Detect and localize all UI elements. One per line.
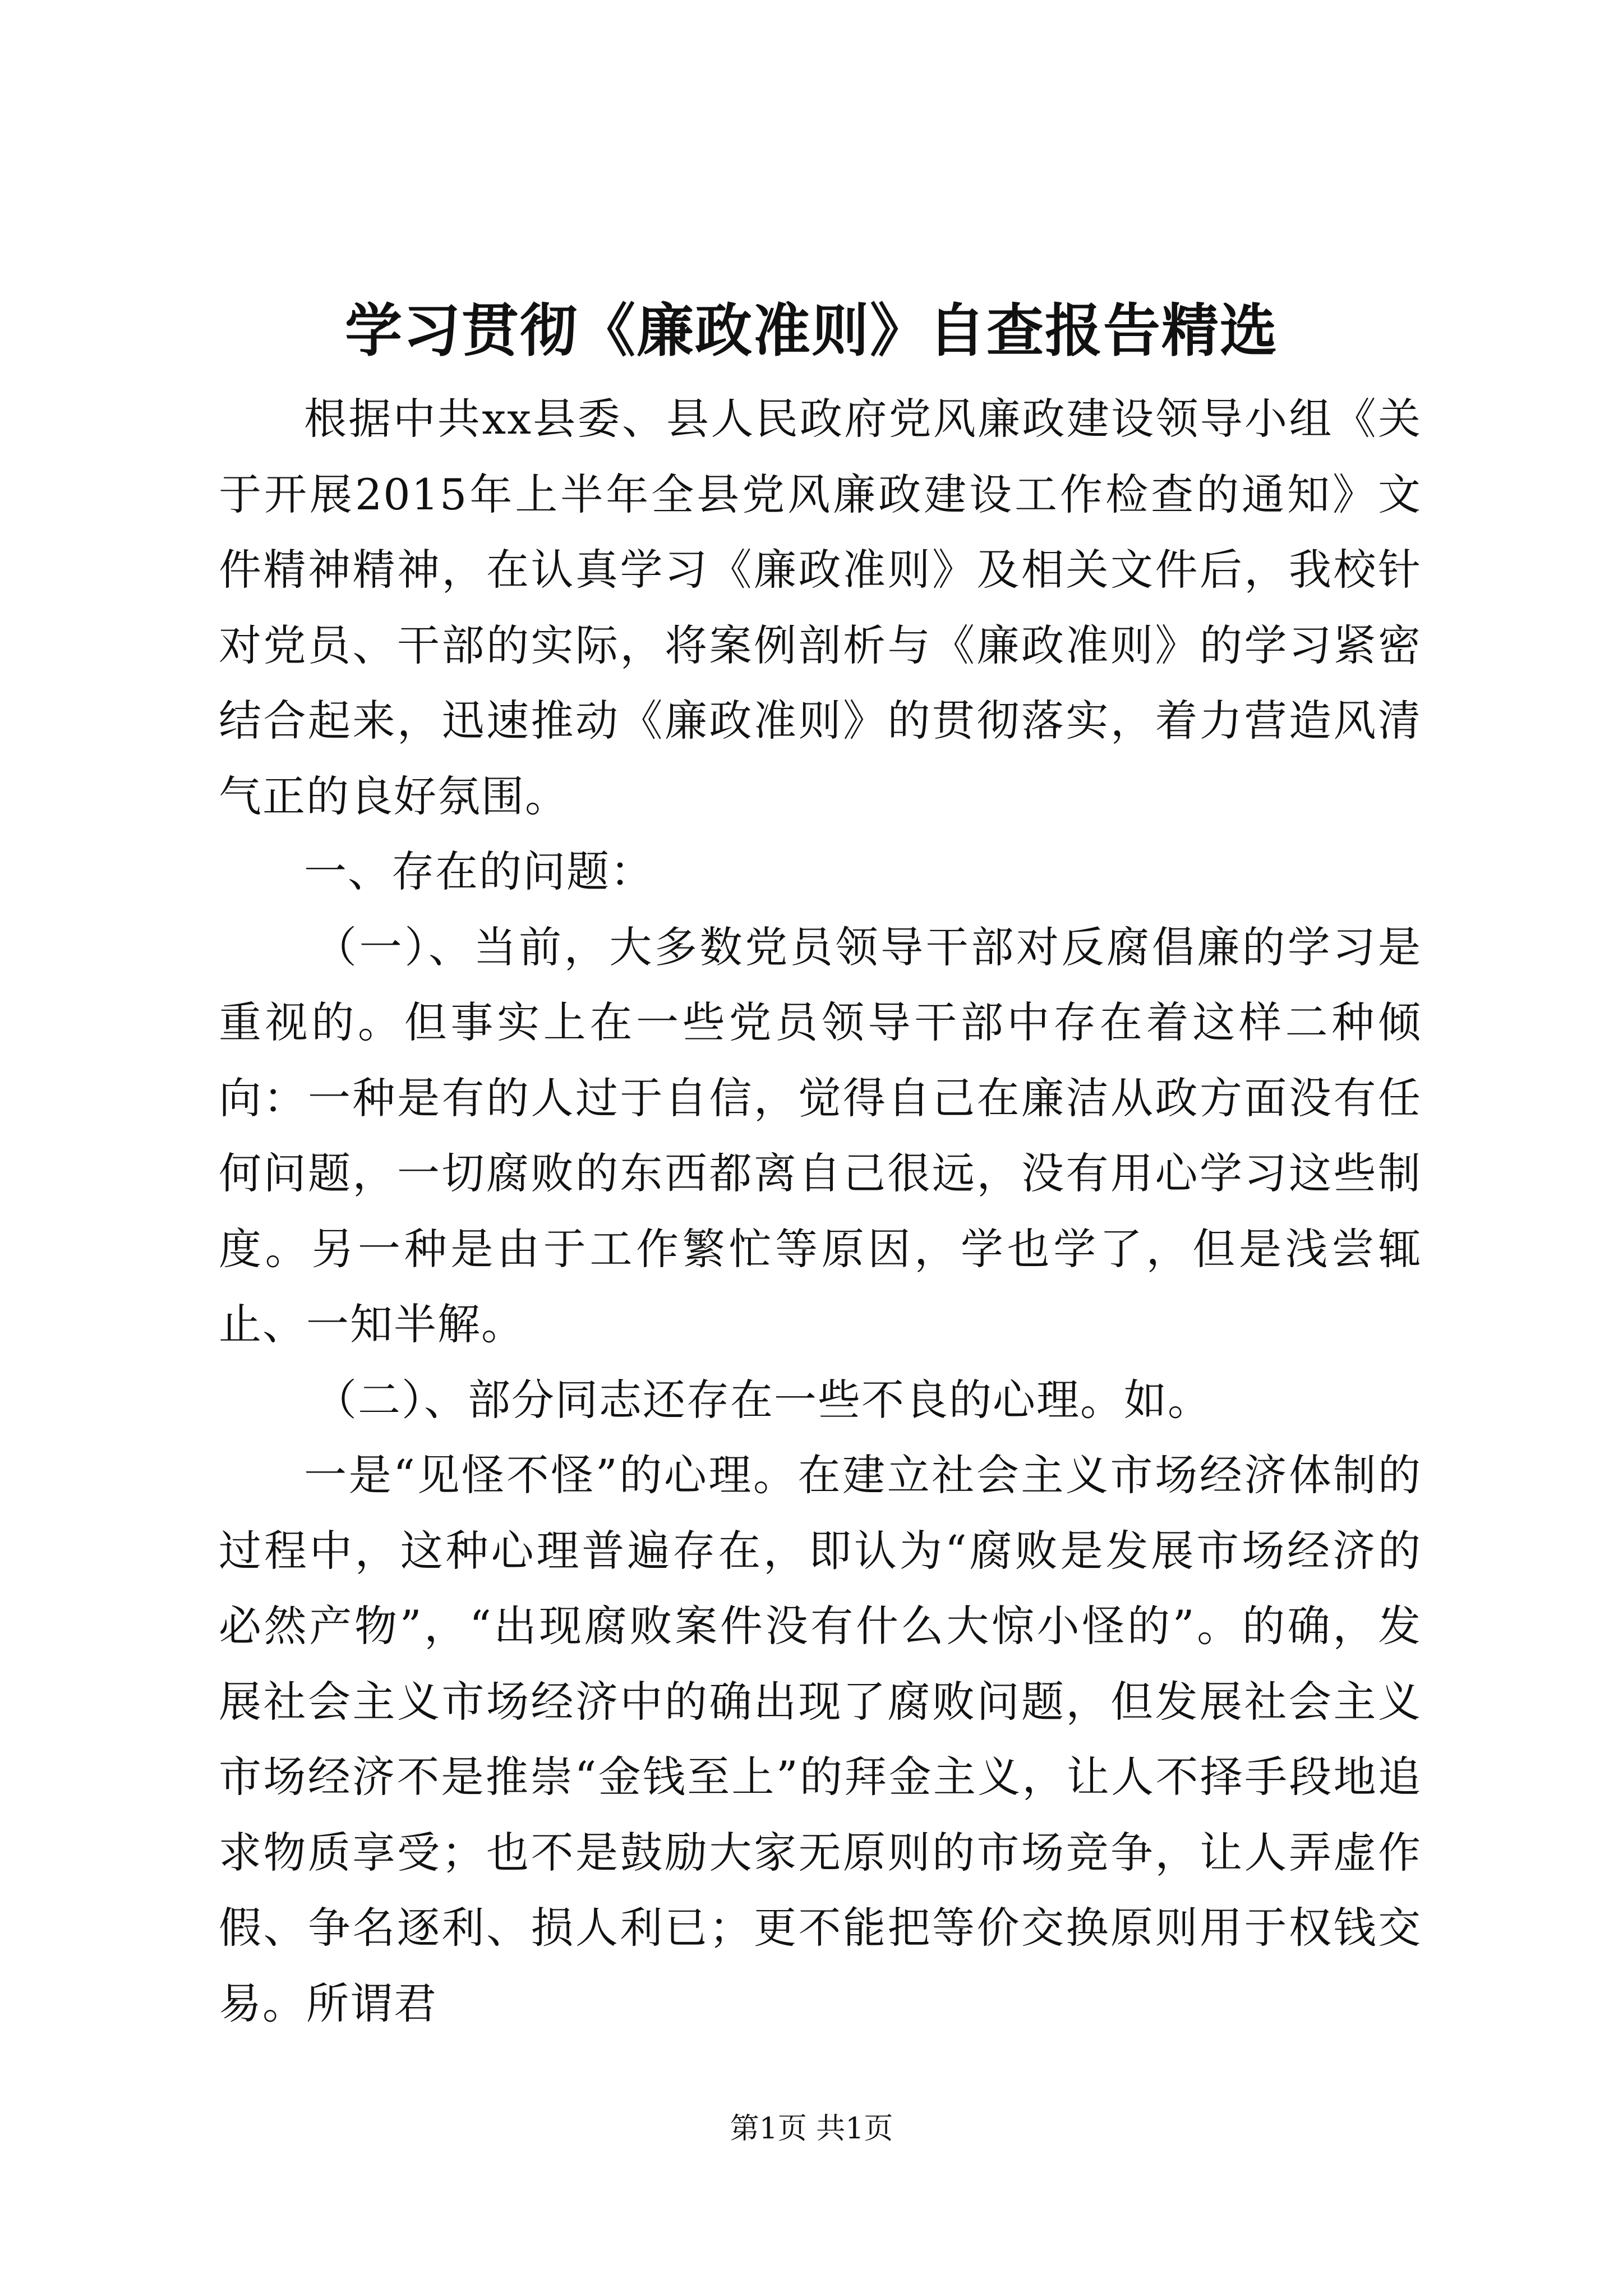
document-title: 学习贯彻《廉政准则》自查报告精选	[345, 297, 1278, 365]
paragraph-mentality-one: 一是“见怪不怪”的心理。在建立社会主义市场经济体制的过程中，这种心理普遍存在，即认为“腐败是发展市场经济的必然产物”，“出现腐败案件没有什么大惊小怪的”。的确，发展社会主义市场经济中的确出现了腐败问题，但发展社会主义市场经济不是推崇“金钱至上”的拜金主义，让人不择手段地追求物质享受；也不是鼓励大家无原则的市场竞争，让人弄虚作假、争名逐利、损人利已；更不能把等价交换原则用于权钱交易。所谓君	[219, 1450, 1422, 2028]
section-heading-problems: 一、存在的问题：	[304, 846, 654, 896]
page-footer: 第1页 共1页	[730, 2112, 893, 2146]
paragraph-intro: 根据中共xx县委、县人民政府党风廉政建设领导小组《关于开展2015年上半年全县党风廉政建设工作检查的通知》文件精神精神，在认真学习《廉政准则》及相关文件后，我校针对党员、干部的实际，将案例剖析与《廉政准则》的学习紧密结合起来，迅速推动《廉政准则》的贯彻落实，着力营造风清气正的良好氛围。	[219, 394, 1422, 821]
paragraph-problem-two: （二）、部分同志还存在一些不良的心理。如。	[314, 1374, 1211, 1425]
document-body	[219, 381, 1422, 2041]
paragraph-problem-one: （一）、当前，大多数党员领导干部对反腐倡廉的学习是重视的。但事实上在一些党员领导干部中存在着这样二种倾向：一种是有的人过于自信，觉得自己在廉洁从政方面没有任何问题，一切腐败的东西都离自己很远，没有用心学习这些制度。另一种是由于工作繁忙等原因，学也学了，但是浅尝辄止、一知半解。	[219, 922, 1422, 1349]
